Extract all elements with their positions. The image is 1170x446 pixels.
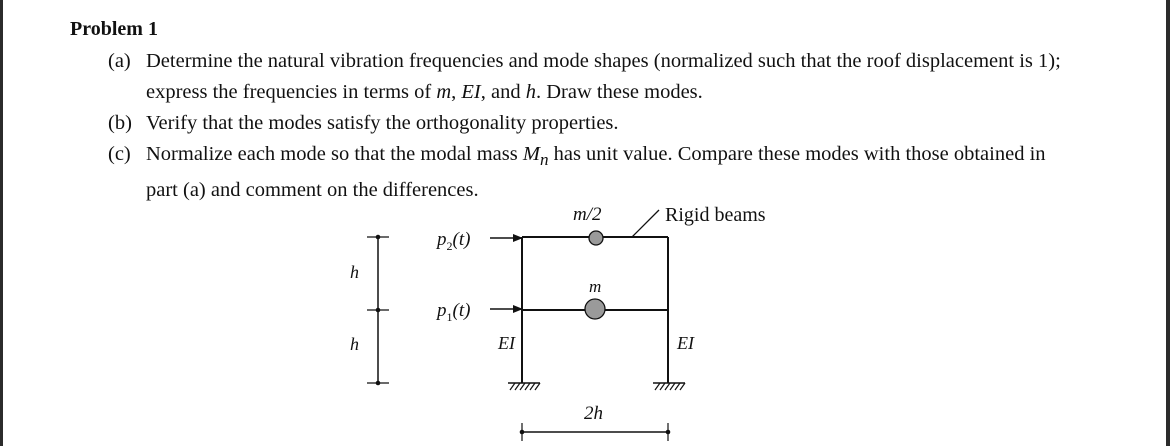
roof-mass (589, 231, 603, 245)
height-dimension-line (367, 235, 389, 386)
modal-mass-symbol: M (522, 143, 540, 165)
svg-text:p1(t): $p_1(t)$ (437, 300, 471, 324)
part-b-text: Verify that the modes satisfy the orthogonality properties. (146, 112, 619, 134)
part-c-text: Normalize each mode so that the modal mass $M_n$ has unit value. Compare these modes with those obtained in part (a) and comment on the differences. (146, 143, 1046, 202)
fixed-support-left (508, 383, 540, 390)
roof-mass-label: m/2 (573, 204, 602, 225)
part-a-text: Determine the natural vibration frequencies and mode shapes (normalized such that the roof displacement is 1); express the frequencies in terms of m, EI, and h. Draw these modes. (146, 50, 1061, 103)
height-label-top: h (350, 262, 359, 282)
span-dimension-line (520, 423, 671, 441)
part-c-label: (c) (108, 143, 131, 165)
floor-mass-label: m (589, 277, 602, 296)
svg-text:p2(t): $p_2(t)$ (437, 229, 471, 253)
load-label-top (435, 229, 470, 253)
height-label-bottom: h (350, 334, 359, 354)
part-a-label: (a) (108, 50, 131, 72)
problem-title: Problem 1 (70, 18, 158, 40)
fixed-support-right (653, 383, 685, 390)
column-left-label: EI (498, 333, 515, 353)
rigid-beams-label: Rigid beams (665, 204, 766, 226)
span-label: 2h (584, 403, 603, 424)
floor-mass (585, 299, 605, 319)
column-right-label: EI (677, 333, 694, 353)
part-b-label: (b) (108, 112, 132, 134)
rigid-beams-pointer (632, 210, 659, 237)
load-label-bottom (435, 300, 470, 324)
